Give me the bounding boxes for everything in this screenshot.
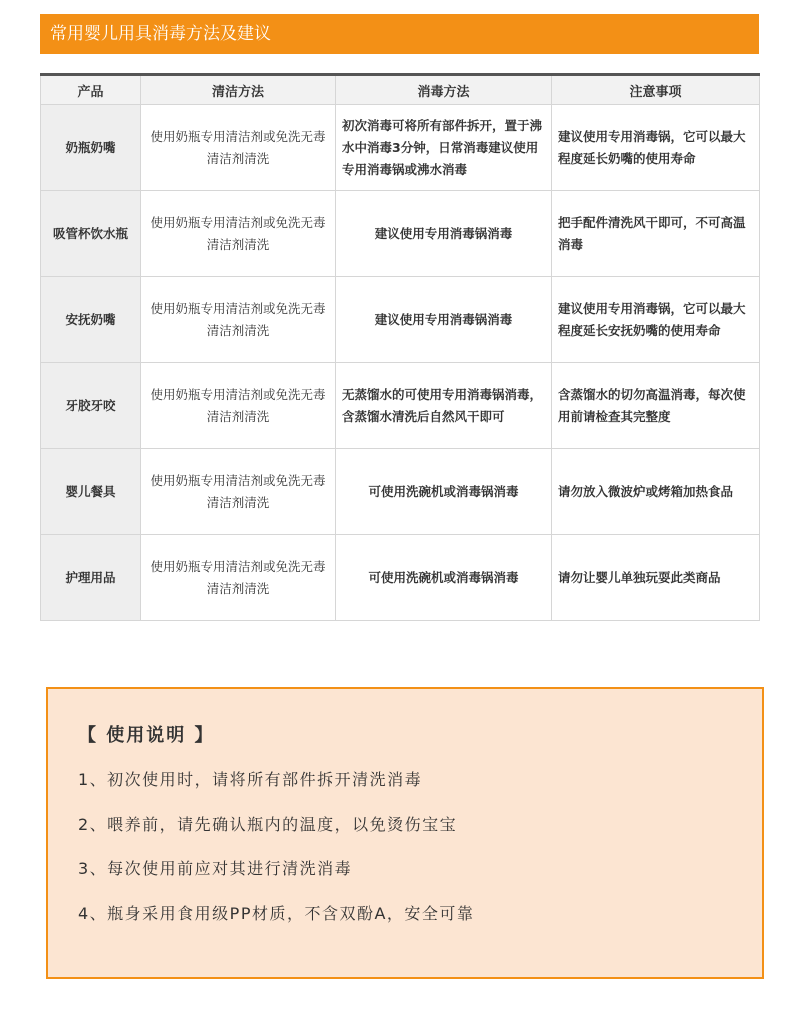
care-table — [40, 73, 760, 621]
cell-product: 牙胶牙咬 — [41, 363, 141, 449]
cell-clean: 使用奶瓶专用清洁剂或免洗无毒清洁剂清洗 — [141, 449, 336, 535]
cell-sterilize: 可使用洗碗机或消毒锅消毒 — [336, 449, 552, 535]
cell-sterilize: 建议使用专用消毒锅消毒 — [336, 191, 552, 277]
cell-clean: 使用奶瓶专用清洁剂或免洗无毒清洁剂清洗 — [141, 105, 336, 191]
cell-note: 请勿让婴儿单独玩耍此类商品 — [552, 535, 760, 621]
table-row — [41, 191, 760, 277]
cell-note: 建议使用专用消毒锅，它可以最大程度延长安抚奶嘴的使用寿命 — [552, 277, 760, 363]
cell-note: 含蒸馏水的切勿高温消毒，每次使用前请检查其完整度 — [552, 363, 760, 449]
cell-clean: 使用奶瓶专用清洁剂或免洗无毒清洁剂清洗 — [141, 363, 336, 449]
table-row — [41, 363, 760, 449]
cell-sterilize: 初次消毒可将所有部件拆开，置于沸水中消毒3分钟，日常消毒建议使用专用消毒锅或沸水消毒 — [336, 105, 552, 191]
cell-clean: 使用奶瓶专用清洁剂或免洗无毒清洁剂清洗 — [141, 277, 336, 363]
usage-item: 4、瓶身采用食用级PP材质，不含双酚A，安全可靠 — [78, 904, 475, 923]
page-title: 常用婴儿用具消毒方法及建议 — [40, 14, 759, 54]
cell-product: 护理用品 — [41, 535, 141, 621]
header-note: 注意事项 — [552, 75, 760, 105]
cell-product: 婴儿餐具 — [41, 449, 141, 535]
usage-instructions-box — [46, 687, 764, 979]
cell-note: 把手配件清洗风干即可，不可高温消毒 — [552, 191, 760, 277]
table-row — [41, 449, 760, 535]
cell-product: 安抚奶嘴 — [41, 277, 141, 363]
cell-clean: 使用奶瓶专用清洁剂或免洗无毒清洁剂清洗 — [141, 535, 336, 621]
cell-product: 吸管杯饮水瓶 — [41, 191, 141, 277]
header-clean: 清洁方法 — [141, 75, 336, 105]
table-row — [41, 535, 760, 621]
usage-title: 【 使用说明 】 — [78, 725, 215, 746]
cell-sterilize: 无蒸馏水的可使用专用消毒锅消毒，含蒸馏水清洗后自然风干即可 — [336, 363, 552, 449]
cell-note: 建议使用专用消毒锅，它可以最大程度延长奶嘴的使用寿命 — [552, 105, 760, 191]
cell-sterilize: 可使用洗碗机或消毒锅消毒 — [336, 535, 552, 621]
usage-item: 3、每次使用前应对其进行清洗消毒 — [78, 859, 353, 878]
cell-sterilize: 建议使用专用消毒锅消毒 — [336, 277, 552, 363]
header-product: 产品 — [41, 75, 141, 105]
table-header-row — [41, 75, 760, 105]
usage-item: 1、初次使用时，请将所有部件拆开清洗消毒 — [78, 770, 423, 789]
cell-clean: 使用奶瓶专用清洁剂或免洗无毒清洁剂清洗 — [141, 191, 336, 277]
table-row — [41, 105, 760, 191]
cell-note: 请勿放入微波炉或烤箱加热食品 — [552, 449, 760, 535]
usage-item: 2、喂养前，请先确认瓶内的温度，以免烫伤宝宝 — [78, 815, 458, 834]
table-row — [41, 277, 760, 363]
header-sterilize: 消毒方法 — [336, 75, 552, 105]
cell-product: 奶瓶奶嘴 — [41, 105, 141, 191]
